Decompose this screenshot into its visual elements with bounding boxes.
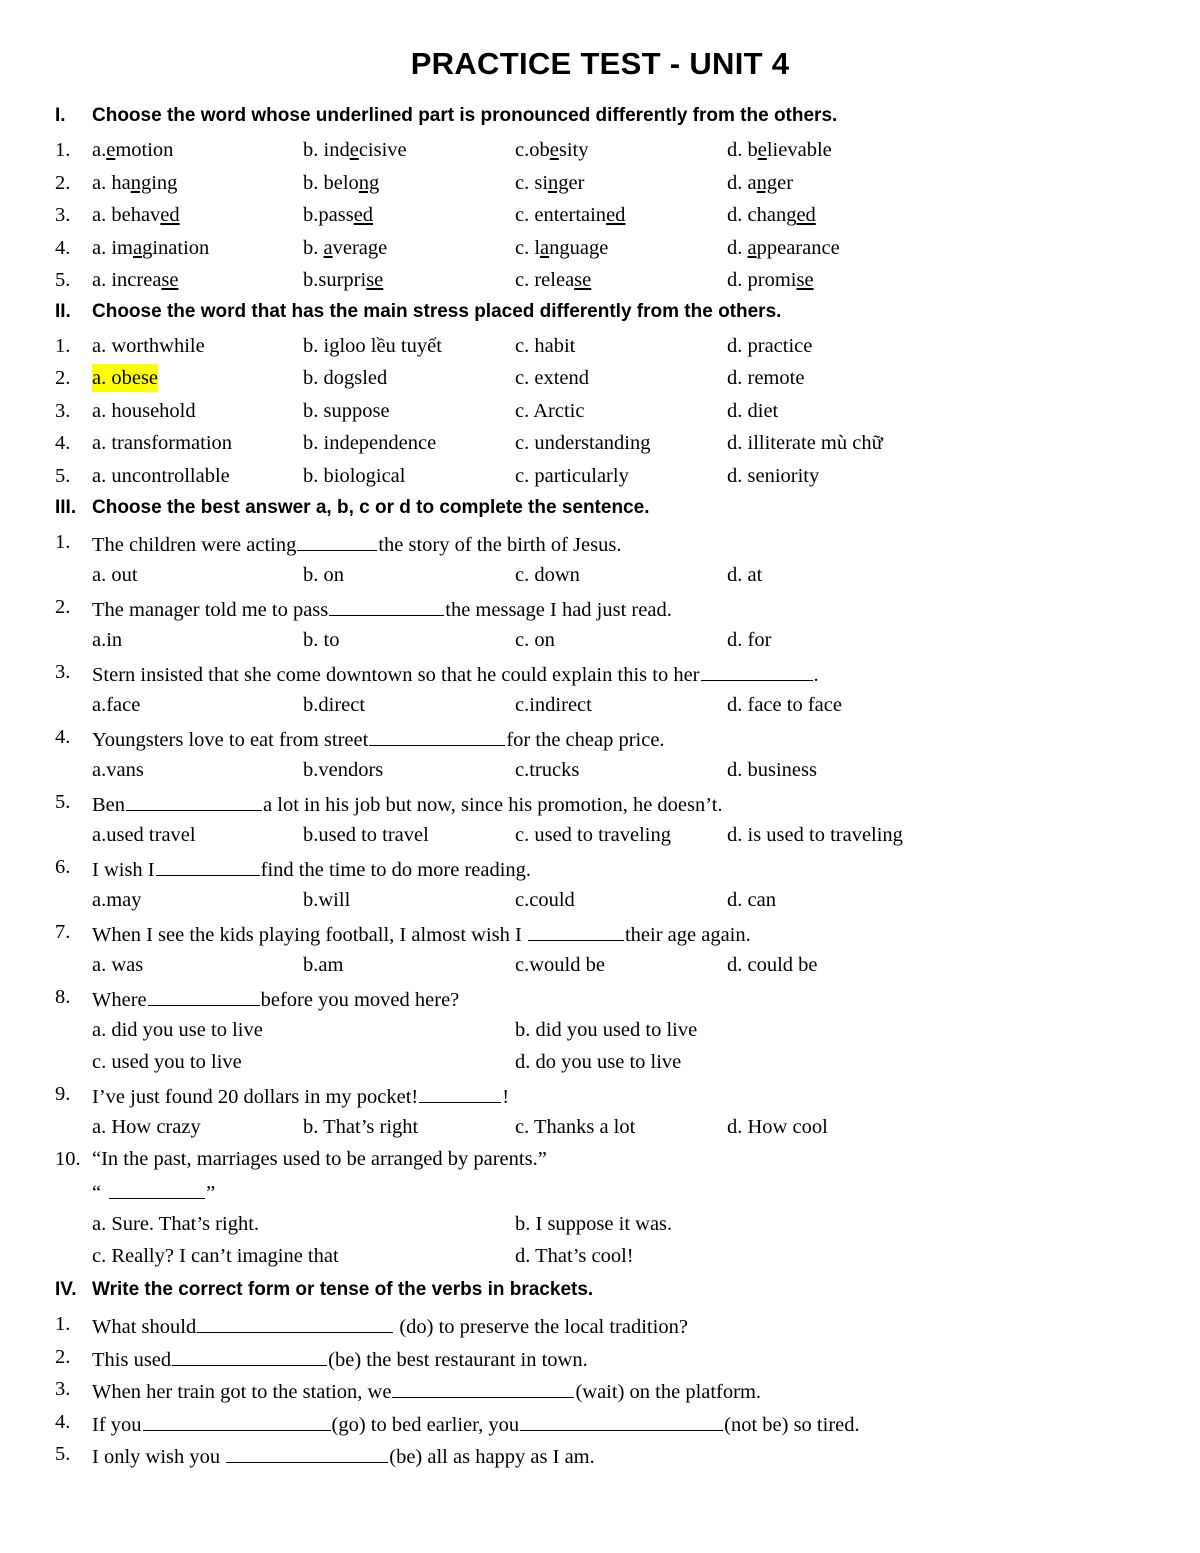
option-b: b.vendors: [303, 759, 384, 781]
question-stem: [0, 723, 1200, 751]
option-a: a. uncontrollable: [92, 465, 230, 487]
question-number: 6.: [55, 856, 71, 878]
answer-blank[interactable]: [419, 1080, 501, 1103]
option-b: b. belong: [303, 172, 380, 194]
text-before-blank: Youngsters love to eat from street: [92, 729, 369, 751]
option-a: a. transformation: [92, 432, 233, 454]
pronunciation-item: [0, 136, 1200, 164]
option-b: b.am: [303, 954, 344, 976]
close-quote: ”: [206, 1182, 216, 1204]
text-after-blank: before you moved here?: [260, 989, 460, 1011]
answer-options: [0, 561, 1200, 589]
pronunciation-item: [0, 169, 1200, 197]
option-b: b. igloo lều tuyết: [303, 335, 442, 357]
question-stem: [0, 918, 1200, 946]
text-after-blank: (be) all as happy as I am.: [389, 1446, 595, 1468]
exercise-text: [92, 1408, 860, 1439]
question-number: 3.: [55, 661, 71, 683]
option-c: c.would be: [515, 954, 605, 976]
question-stem: [0, 1145, 1200, 1173]
item-number: 2.: [55, 172, 71, 194]
pronunciation-item: [0, 266, 1200, 294]
section-instruction: Write the correct form or tense of the verbs in brackets.: [92, 1279, 594, 1300]
answer-blank[interactable]: [701, 658, 813, 681]
text-between-blanks: (go) to bed earlier, you: [331, 1414, 520, 1436]
answer-blank[interactable]: [297, 528, 377, 551]
option-c: c. particularly: [515, 465, 629, 487]
option-d: d. remote: [727, 367, 805, 389]
option-d: d. changed: [727, 204, 816, 226]
text-after-blank: their age again.: [624, 924, 751, 946]
option-b: b.direct: [303, 694, 366, 716]
question-text: “In the past, marriages used to be arranged by parents.”: [92, 1148, 547, 1170]
option-b: b. dogsled: [303, 367, 388, 389]
option-a: a. increase: [92, 269, 179, 291]
question-stem: [0, 983, 1200, 1011]
option-d: d. could be: [727, 954, 818, 976]
verb-exercise: [0, 1343, 1200, 1371]
text-before-blank: If you: [92, 1414, 142, 1436]
question-stem: [0, 593, 1200, 621]
pronunciation-item: [0, 234, 1200, 262]
option-c: c. understanding: [515, 432, 651, 454]
answer-blank[interactable]: [143, 1408, 331, 1431]
option-a: a. out: [92, 564, 138, 586]
option-c: c. Really? I can’t imagine that: [92, 1245, 339, 1267]
answer-options: [0, 1113, 1200, 1141]
item-number: 4.: [55, 237, 71, 259]
option-d: d. anger: [727, 172, 794, 194]
option-a: a. hanging: [92, 172, 178, 194]
text-before-blank: Ben: [92, 794, 126, 816]
option-a: a. household: [92, 400, 196, 422]
option-a: a. How crazy: [92, 1116, 201, 1138]
option-d: d. promise: [727, 269, 814, 291]
option-b: b. biological: [303, 465, 406, 487]
text-before-blank: This used: [92, 1349, 172, 1371]
option-c: c. used to traveling: [515, 824, 671, 846]
answer-blank[interactable]: [156, 853, 260, 876]
section-instruction: Choose the word that has the main stress placed differently from the others.: [92, 301, 782, 322]
stress-item: [0, 364, 1200, 392]
option-d: d. practice: [727, 335, 813, 357]
pronunciation-item: [0, 201, 1200, 229]
option-a: a. imagination: [92, 237, 210, 259]
item-number: 5.: [55, 1443, 71, 1465]
item-number: 3.: [55, 1378, 71, 1400]
exercise-text: [92, 1310, 688, 1341]
answer-options: [0, 951, 1200, 979]
option-c: c. Arctic: [515, 400, 585, 422]
question-number: 8.: [55, 986, 71, 1008]
section-numeral: III.: [55, 497, 77, 518]
exercise-text: [92, 1375, 761, 1406]
option-b: b. suppose: [303, 400, 390, 422]
answer-blank[interactable]: [172, 1343, 327, 1366]
option-c: c.indirect: [515, 694, 592, 716]
option-b: b. on: [303, 564, 344, 586]
verb-exercise: [0, 1408, 1200, 1436]
question-number: 7.: [55, 921, 71, 943]
answer-blank[interactable]: [197, 1310, 393, 1333]
answer-blank[interactable]: [329, 593, 444, 616]
option-d: d. diet: [727, 400, 779, 422]
question-text: [92, 853, 531, 884]
section-numeral: IV.: [55, 1279, 77, 1300]
text-before-blank: The children were acting: [92, 534, 297, 556]
answer-blank[interactable]: [226, 1440, 388, 1463]
option-c: c. extend: [515, 367, 589, 389]
section-instruction: Choose the word whose underlined part is pronounced differently from the others.: [92, 105, 838, 126]
text-before-blank: I wish I: [92, 859, 155, 881]
text-after-blank: (not be) so tired.: [724, 1414, 860, 1436]
option-b: b.used to travel: [303, 824, 429, 846]
option-a: a. was: [92, 954, 144, 976]
answer-options: [0, 1210, 1200, 1238]
answer-blank[interactable]: [392, 1375, 574, 1398]
answer-blank[interactable]: [109, 1176, 205, 1199]
option-c: c. entertained: [515, 204, 626, 226]
option-d: d. for: [727, 629, 772, 651]
text-before-blank: When I see the kids playing football, I almost wish I: [92, 924, 522, 946]
option-b: b.will: [303, 889, 351, 911]
answer-options: [0, 821, 1200, 849]
question-number: 5.: [55, 791, 71, 813]
option-b: b.passed: [303, 204, 374, 226]
stress-item: [0, 462, 1200, 490]
option-d: d. How cool: [727, 1116, 828, 1138]
text-after-blank: find the time to do more reading.: [260, 859, 532, 881]
item-number: 1.: [55, 1313, 71, 1335]
question-text: [92, 983, 459, 1014]
question-number: 4.: [55, 726, 71, 748]
exercise-text: [92, 1343, 588, 1374]
text-after-blank: !: [502, 1086, 510, 1108]
option-a: a.vans: [92, 759, 144, 781]
option-b: b.surprise: [303, 269, 384, 291]
option-b: b. did you used to live: [515, 1019, 698, 1041]
option-b: b. to: [303, 629, 340, 651]
option-c: c.could: [515, 889, 575, 911]
question-stem: [0, 1080, 1200, 1108]
option-d: d. do you use to live: [515, 1051, 682, 1073]
text-after-blank: (do) to preserve the local tradition?: [399, 1316, 688, 1338]
option-b: b. That’s right: [303, 1116, 419, 1138]
option-d: d. That’s cool!: [515, 1245, 634, 1267]
option-c: c. down: [515, 564, 580, 586]
option-c: c. release: [515, 269, 592, 291]
question-stem: [0, 788, 1200, 816]
stress-item: [0, 397, 1200, 425]
option-c: c. singer: [515, 172, 585, 194]
item-number: 3.: [55, 400, 71, 422]
answer-options: [0, 886, 1200, 914]
question-number: 9.: [55, 1083, 71, 1105]
answer-options: [0, 756, 1200, 784]
option-d: d. is used to traveling: [727, 824, 903, 846]
option-d: d. business: [727, 759, 817, 781]
question-text: [92, 593, 672, 624]
option-c: c.trucks: [515, 759, 580, 781]
question-number: 2.: [55, 596, 71, 618]
answer-options: [0, 1048, 1200, 1076]
option-b: b. indecisive: [303, 139, 407, 161]
exercise-text: [92, 1440, 595, 1471]
item-number: 5.: [55, 465, 71, 487]
text-before-blank: Stern insisted that she come downtown so that he could explain this to her: [92, 664, 700, 686]
section-numeral: II.: [55, 301, 71, 322]
question-text: [92, 918, 751, 949]
option-d: d. seniority: [727, 465, 820, 487]
open-quote: “: [92, 1182, 102, 1204]
option-b: b. I suppose it was.: [515, 1213, 673, 1235]
option-a: a. Sure. That’s right.: [92, 1213, 260, 1235]
item-number: 2.: [55, 1346, 71, 1368]
text-after-blank: .: [813, 664, 819, 686]
answer-options: [0, 1242, 1200, 1270]
response-blank-line: [0, 1176, 1200, 1204]
text-after-blank: (wait) on the platform.: [575, 1381, 762, 1403]
option-a: a. worthwhile: [92, 335, 205, 357]
question-text: [92, 658, 819, 689]
option-c: c. Thanks a lot: [515, 1116, 636, 1138]
question-stem: [0, 853, 1200, 881]
option-b: b. independence: [303, 432, 437, 454]
item-number: 4.: [55, 432, 71, 454]
section-numeral: I.: [55, 105, 66, 126]
text-before-blank: Where: [92, 989, 147, 1011]
item-number: 1.: [55, 139, 71, 161]
option-a: a. behaved: [92, 204, 180, 226]
option-b: b. average: [303, 237, 388, 259]
option-a: a.may: [92, 889, 142, 911]
question-stem: [0, 528, 1200, 556]
verb-exercise: [0, 1440, 1200, 1468]
answer-blank[interactable]: [369, 723, 505, 746]
option-a: a.used travel: [92, 824, 196, 846]
option-d: d. at: [727, 564, 763, 586]
question-number: 1.: [55, 531, 71, 553]
answer-blank[interactable]: [528, 918, 624, 941]
text-after-blank: the story of the birth of Jesus.: [378, 534, 622, 556]
response-blank: [92, 1176, 215, 1207]
answer-blank[interactable]: [520, 1408, 723, 1431]
option-d: d. can: [727, 889, 776, 911]
verb-exercise: [0, 1375, 1200, 1403]
option-d: d. appearance: [727, 237, 840, 259]
item-number: 2.: [55, 367, 71, 389]
option-c: c. used you to live: [92, 1051, 242, 1073]
text-after-blank: for the cheap price.: [506, 729, 665, 751]
stress-item: [0, 332, 1200, 360]
option-a: a.face: [92, 694, 141, 716]
question-text: [92, 788, 723, 819]
text-before-blank: When her train got to the station, we: [92, 1381, 392, 1403]
item-number: 4.: [55, 1411, 71, 1433]
answer-options: [0, 1016, 1200, 1044]
item-number: 3.: [55, 204, 71, 226]
question-text: [92, 1080, 509, 1111]
question-text: [92, 528, 621, 559]
option-a: a.in: [92, 629, 123, 651]
verb-exercise: [0, 1310, 1200, 1338]
answer-blank[interactable]: [148, 983, 260, 1006]
question-number: 10.: [55, 1148, 81, 1170]
text-before-blank: I’ve just found 20 dollars in my pocket!: [92, 1086, 419, 1108]
option-c: c.obesity: [515, 139, 589, 161]
page-title: PRACTICE TEST - UNIT 4: [410, 46, 790, 81]
item-number: 1.: [55, 335, 71, 357]
option-a: a.emotion: [92, 139, 174, 161]
option-d: d. believable: [727, 139, 832, 161]
section-instruction: Choose the best answer a, b, c or d to complete the sentence.: [92, 497, 650, 518]
option-c: c. habit: [515, 335, 576, 357]
text-before-blank: What should: [92, 1316, 197, 1338]
text-after-blank: the message I had just read.: [445, 599, 672, 621]
answer-blank[interactable]: [126, 788, 262, 811]
highlighted-answer: a. obese: [92, 364, 158, 392]
answer-options: [0, 691, 1200, 719]
question-text: [92, 723, 665, 754]
text-after-blank: (be) the best restaurant in town.: [328, 1349, 588, 1371]
option-c: c. language: [515, 237, 609, 259]
item-number: 5.: [55, 269, 71, 291]
option-a: a. did you use to live: [92, 1019, 263, 1041]
text-after-blank: a lot in his job but now, since his promotion, he doesn’t.: [263, 794, 723, 816]
question-stem: [0, 658, 1200, 686]
option-d: d. illiterate mù chữ: [727, 432, 883, 454]
option-c: c. on: [515, 629, 555, 651]
option-d: d. face to face: [727, 694, 842, 716]
text-before-blank: I only wish you: [92, 1446, 221, 1468]
answer-options: [0, 626, 1200, 654]
stress-item: [0, 429, 1200, 457]
text-before-blank: The manager told me to pass: [92, 599, 329, 621]
